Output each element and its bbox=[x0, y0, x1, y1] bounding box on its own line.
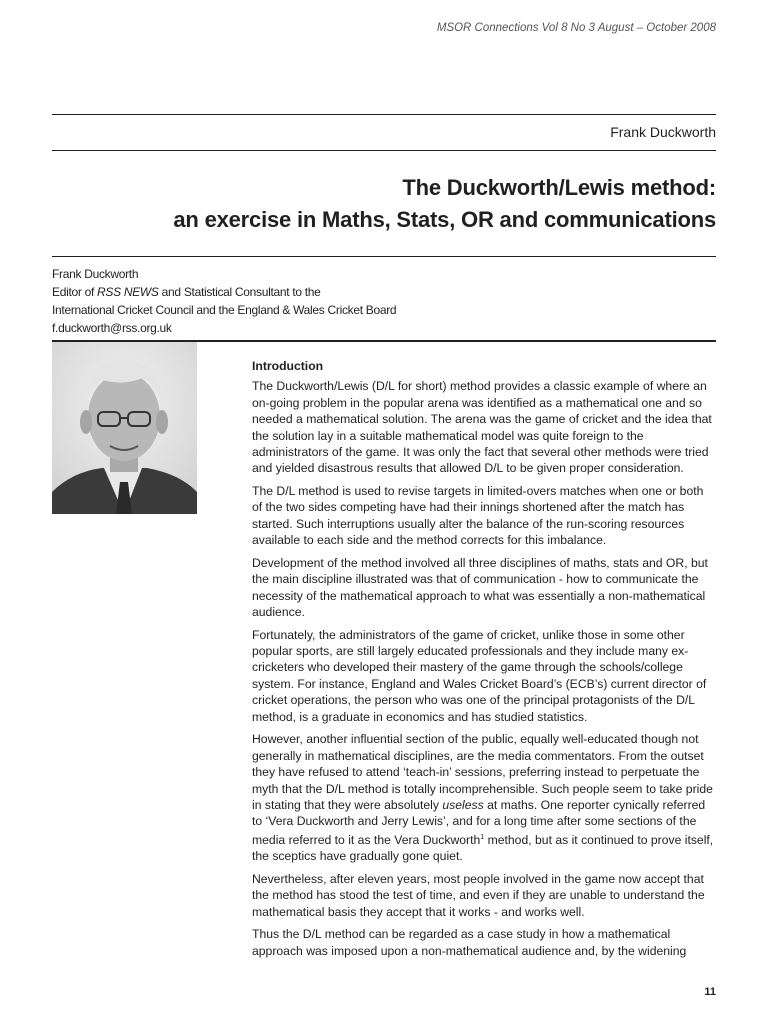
header-rule bbox=[52, 150, 716, 151]
paragraph: The D/L method is used to revise targets in limited-overs matches when one or both of the two sides competing have had their innings shortened after the match has started. Such interruptions usually alter the balance of the run-scoring resources available to each side and the method corrects for this imbalance. bbox=[252, 484, 704, 548]
paragraph: Nevertheless, after eleven years, most people involved in the game now accept that the method has stood the test of time, and even if they are unable to understand the mathematical basis they accept that it works - and works well. bbox=[252, 871, 705, 919]
author-name: Frank Duckworth bbox=[52, 267, 139, 281]
title-rule bbox=[52, 256, 716, 257]
paragraph: Fortunately, the administrators of the game of cricket, unlike those in some other popular sports, are still largely educated professionals and they include many ex-cricketers who developed their mastery of the game through the schools/college system. For instance, England and Wales Cricket Board’s (ECB’s) current director of cricket operations, the person who was one of the principal protagonists of the D/L method, is a graduate in economics and has studied statistics. bbox=[252, 627, 707, 724]
author-header: Frank Duckworth bbox=[610, 124, 716, 140]
paragraph: The Duckworth/Lewis (D/L for short) method provides a classic example of where an on-going problem in the popular arena was identified as a mathematical one and so needed a mathematical solution. The arena was the game of cricket and the idea that the solution lay in a suitable mathematical model was quite foreign to the administrators of the game. It was only the fact that several other methods were tried and yielded disastrous results that allowed D/L to be given proper consideration. bbox=[252, 379, 712, 476]
author-portrait-icon bbox=[52, 342, 197, 514]
page-number: 11 bbox=[704, 986, 716, 998]
paragraph: Thus the D/L method can be regarded as a case study in how a mathematical approach was imposed upon a non-mathematical audience and, by the widening bbox=[252, 927, 687, 958]
byline bbox=[52, 265, 396, 337]
author-affiliation: International Cricket Council and the England & Wales Cricket Board bbox=[52, 303, 397, 317]
section-heading: Introduction bbox=[252, 359, 324, 373]
paragraph: Development of the method involved all three disciplines of maths, stats and OR, but the main discipline illustrated was that of communication - how to communicate the necessity of the mathematical approach to what was essentially a non-mathematical audience. bbox=[252, 555, 708, 620]
author-role: Editor of RSS NEWS and Statistical Consultant to the bbox=[52, 285, 321, 299]
article-body bbox=[252, 358, 716, 965]
author-email[interactable]: f.duckworth@rss.org.uk bbox=[52, 321, 172, 335]
journal-header: MSOR Connections Vol 8 No 3 August – October 2008 bbox=[436, 22, 716, 34]
title-line-2: an exercise in Maths, Stats, OR and communications bbox=[173, 207, 716, 232]
title-line-1: The Duckworth/Lewis method: bbox=[402, 175, 716, 200]
paragraph: However, another influential section of the public, equally well-educated though not generally in mathematical disciplines, are the media commentators. From the outset they have refused to attend ‘teach-in’ sessions, preferring instead to perpetuate the myth that the D/L method is totally incomprehensible. Such people seem to take pride in stating that they were absolutely useless at maths. One reporter cynically referred to ‘Vera Duckworth and Jerry Lewis’, and for a long time after some sections of the media referred to it as the Vera Duckworth$^1$ method, but as it continued to prove itself, the sceptics have gradually gone quiet. bbox=[252, 732, 714, 864]
article-title bbox=[173, 172, 716, 236]
top-rule bbox=[52, 114, 716, 115]
